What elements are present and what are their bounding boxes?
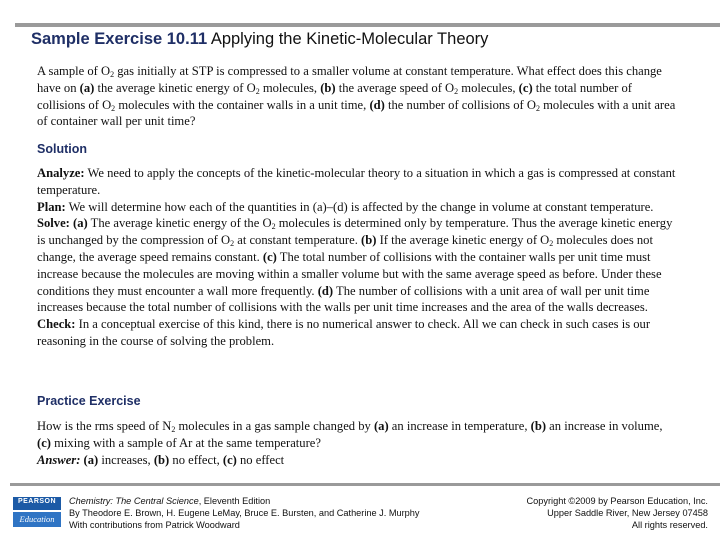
bottom-divider <box>10 483 720 486</box>
exercise-number: Sample Exercise 10.11 <box>31 30 208 48</box>
page-title <box>31 30 488 49</box>
solution-heading: Solution <box>37 142 87 156</box>
copyright-notice: Copyright ©2009 by Pearson Education, Inc. Upper Saddle River, New Jersey 07458 All rights reserved. <box>526 496 708 530</box>
solution-body <box>37 165 677 350</box>
solve-paragraph: Solve: (a) The average kinetic energy of the $O_2$ molecules is determined only by temperature. Thus the average kinetic energy is unchanged by the compression of $O_2$ at constant temperature. (b) If the average kinetic energy of $O_2$ molecules does not change, the average speed remains constant. (c) The total number of collisions with the container walls per unit time must increase because the molecules are moving within a smaller volume but with the same average speed as before. Under these conditions they must encounter a wall more frequently. (d) The number of collisions with a unit area of wall per unit time increases because the total number of collisions with the walls per unit time increases and the area of the walls decreases. <box>37 216 673 315</box>
book-citation: Chemistry: The Central Science, Eleventh Edition By Theodore E. Brown, H. Eugene LeMay, Bruce E. Bursten, and Catherine J. Murphy With contributions from Patrick Woodward <box>69 496 420 530</box>
book-contributors: With contributions from Patrick Woodward <box>69 520 240 530</box>
exercise-title: Applying the Kinetic-Molecular Theory <box>210 30 489 48</box>
plan-paragraph: Plan: We will determine how each of the quantities in (a)–(d) is affected by the change in volume at constant temperature. <box>37 199 654 214</box>
book-authors: By Theodore E. Brown, H. Eugene LeMay, Bruce E. Bursten, and Catherine J. Murphy <box>69 508 420 518</box>
pearson-logo: PEARSON Education <box>13 497 61 527</box>
check-paragraph: Check: In a conceptual exercise of this kind, there is no numerical answer to check. All we can check in such cases is our reasoning in the course of solving the problem. <box>37 317 651 348</box>
practice-question: How is the rms speed of $N_2$ molecules in a gas sample changed by (a) an increase in temperature, (b) an increase in volume, (c) mixing with a sample of Ar at the same temperature? <box>37 419 663 450</box>
practice-answer: Answer: (a) increases, (b) no effect, (c) no effect <box>37 452 285 467</box>
analyze-paragraph: Analyze: We need to apply the concepts of the kinetic-molecular theory to a situation in which a gas is compressed at constant temperature. <box>37 166 676 197</box>
book-title: Chemistry: The Central Science <box>69 496 199 506</box>
top-divider <box>15 23 720 27</box>
practice-body <box>37 418 677 468</box>
problem-statement: A sample of $O_2$ gas initially at STP is compressed to a smaller volume at constant temperature. What effect does this change have on (a) the average kinetic energy of $O_2$ molecules, (b) the average speed of $O_2$ molecules, (c) the total number of collisions of $O_2$ molecules with the container walls in a unit time, (d) the number of collisions of $O_2$ molecules with a unit area of container wall per unit time? <box>37 64 676 129</box>
practice-heading: Practice Exercise <box>37 394 141 408</box>
